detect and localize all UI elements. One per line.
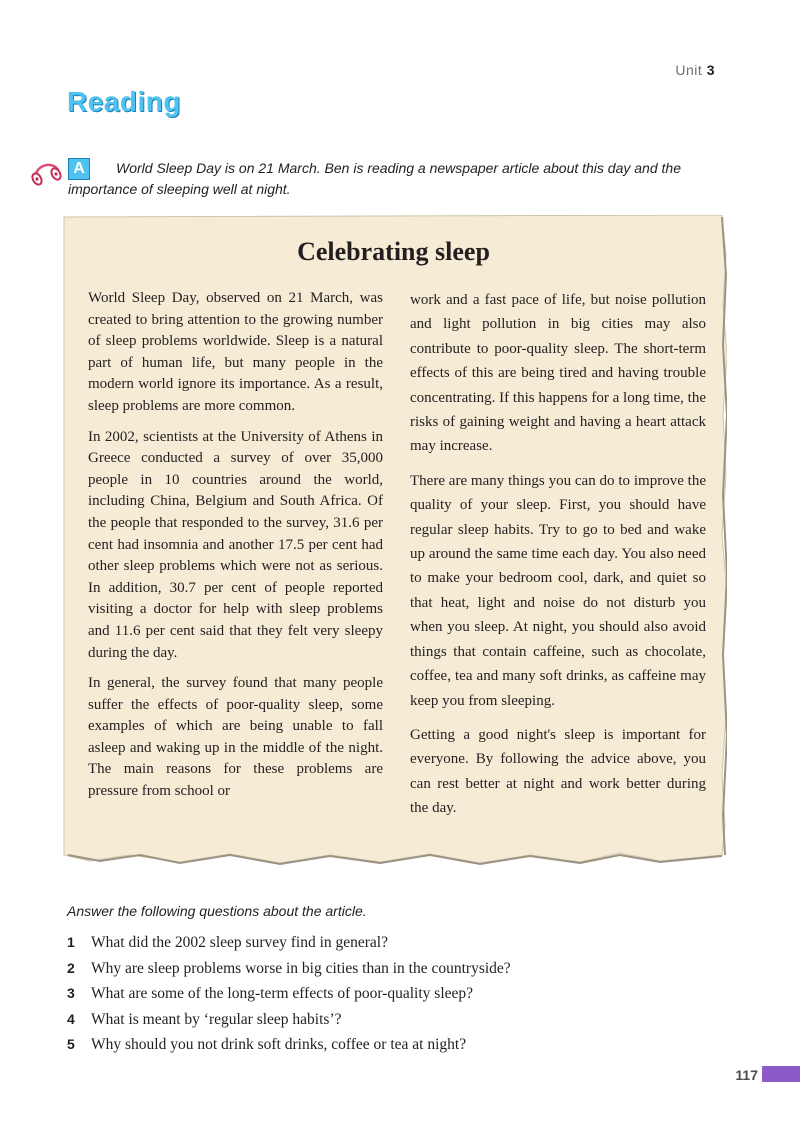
question-item bbox=[67, 1007, 727, 1033]
question-item bbox=[67, 981, 727, 1007]
article-paragraph: World Sleep Day, observed on 21 March, was created to bring attention to the growing number of sleep problems worldwide. Sleep is a natural part of human life, but many people in the modern world ignore its importance. As a result, sleep problems are more common. bbox=[88, 290, 383, 414]
question-number: 5 bbox=[67, 1036, 75, 1052]
section-title: Reading bbox=[67, 86, 181, 117]
question-number: 4 bbox=[67, 1010, 75, 1027]
question-number: 2 bbox=[67, 959, 75, 976]
question-text: What did the 2002 sleep survey find in general? bbox=[91, 934, 388, 951]
question-item bbox=[67, 930, 727, 956]
questions-heading: Answer the following questions about the article. bbox=[67, 903, 367, 919]
newspaper-article bbox=[60, 215, 727, 865]
question-text: What is meant by ‘regular sleep habits’? bbox=[91, 1010, 342, 1028]
article-title: Celebrating sleep bbox=[297, 237, 490, 266]
page-number-bar bbox=[762, 1066, 800, 1082]
article-paragraph: Getting a good night's sleep is important for everyone. By following the advice above, you can rest better at night and work better during the day. bbox=[410, 726, 706, 817]
question-number: 3 bbox=[67, 985, 75, 1001]
article-paragraph: There are many things you can do to improve the quality of your sleep. First, you should have regular sleep habits. Try to go to bed and wake up around the same time each day. You also need to make your bedroom cool, dark, and quiet so that heat, light and noise do not disturb you when you sleep. At night, you should also avoid things that contain caffeine, such as chocolate, coffee, tea and many soft drinks, as caffeine may keep you from sleeping. bbox=[410, 472, 706, 709]
article-paragraph: work and a fast pace of life, but noise pollution and light pollution in big cities may also contribute to poor-quality sleep. The short-term effects of this are being tired and having trouble concentrating. If this happens for a long time, the risks of gaining weight and having a heart attack may increase. bbox=[410, 292, 706, 455]
question-text: Why should you not drink soft drinks, coffee or tea at night? bbox=[91, 1036, 467, 1053]
unit-number: 3 bbox=[706, 62, 715, 78]
unit-label: Unit 3 bbox=[675, 62, 715, 78]
exercise-intro bbox=[30, 158, 730, 200]
question-item bbox=[67, 956, 727, 982]
question-item bbox=[67, 1032, 727, 1058]
question-text: Why are sleep problems worse in big cities than in the countryside? bbox=[91, 959, 511, 977]
article-paragraph: In 2002, scientists at the University of Athens in Greece conducted a survey of over 35,000 people in 10 countries around the world, including China, Belgium and South Africa. Of the people that responded to the survey, 31.6 per cent had insomnia and another 17.5 per cent had other sleep problems which were not as serious. In addition, 30.7 per cent of people reported visiting a doctor for help with sleep problems and 11.6 per cent said that they felt very sleepy during the day. bbox=[88, 428, 383, 661]
article-column-left bbox=[88, 288, 383, 812]
page-number: 117 bbox=[735, 1067, 758, 1083]
article-paragraph: In general, the survey found that many people suffer the effects of poor-quality sleep, some examples of which are being unable to fall asleep and waking up in the middle of the night. The main reasons for these problems are pressure from school or bbox=[88, 675, 383, 800]
article-column-right bbox=[410, 288, 706, 831]
question-number: 1 bbox=[67, 934, 75, 950]
question-list bbox=[67, 930, 727, 1058]
exercise-letter-badge: A bbox=[68, 158, 90, 180]
intro-text: World Sleep Day is on 21 March. Ben is reading a newspaper article about this day and the importance of sleeping well at night. bbox=[68, 160, 681, 197]
headphones-icon[interactable] bbox=[30, 158, 64, 188]
question-text: What are some of the long-term effects of poor-quality sleep? bbox=[91, 985, 474, 1002]
